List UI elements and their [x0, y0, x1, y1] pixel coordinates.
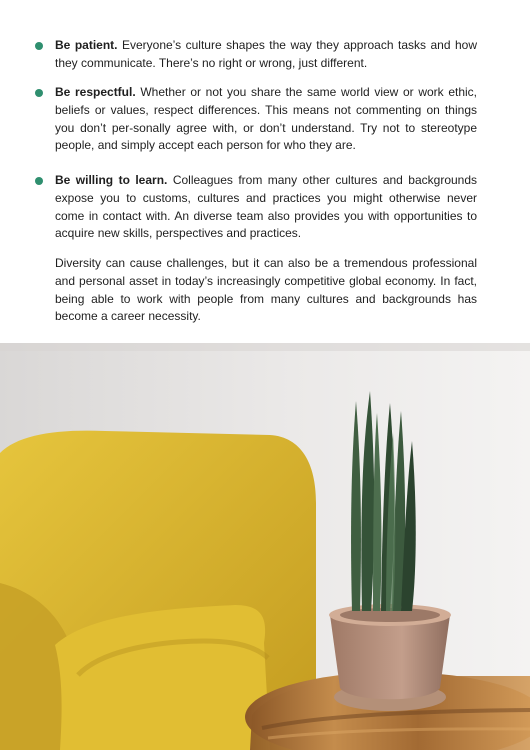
bullet-item-respectful [55, 84, 477, 155]
bullet-item-patient [55, 37, 477, 73]
photo-illustration [0, 343, 530, 750]
room-photo [0, 343, 530, 750]
bullet-dot [35, 177, 43, 185]
bullet-title: Be respectful. [55, 85, 136, 99]
wall-shadow [0, 343, 530, 351]
closing-paragraph: Diversity can cause challenges, but it can also be a tremendous professional and personal asset in today’s increasingly competitive global economy. In fact, being able to work with people from many cultures and backgrounds has become a career necessity. [55, 256, 477, 324]
bullet-dot [35, 42, 43, 50]
plant-pot [330, 615, 450, 699]
bullet-title: Be patient. [55, 38, 118, 52]
bullet-text: Colleagues from many other cultures and backgrounds expose you to customs, cultures and practices you might otherwise never come in contact with. An diverse team also provides you with opportunities to acquire new skills, perspectives and practices. [55, 173, 478, 241]
bullet-title: Be willing to learn. [55, 173, 168, 187]
bullet-text: Everyone’s culture shapes the way they approach tasks and how they communicate. There’s no right or wrong, just different. [55, 38, 478, 70]
bullet-item-willing-to-learn [55, 172, 477, 243]
bullet-text: Whether or not you share the same world view or work ethic, beliefs or values, respect differences. This means not commenting on things you don’t per-sonally agree with, or don’t understand. Try not to stereotype people, and simply accept each person for who they are. [55, 85, 477, 153]
bullet-dot [35, 89, 43, 97]
chair-right-arm [55, 605, 270, 750]
